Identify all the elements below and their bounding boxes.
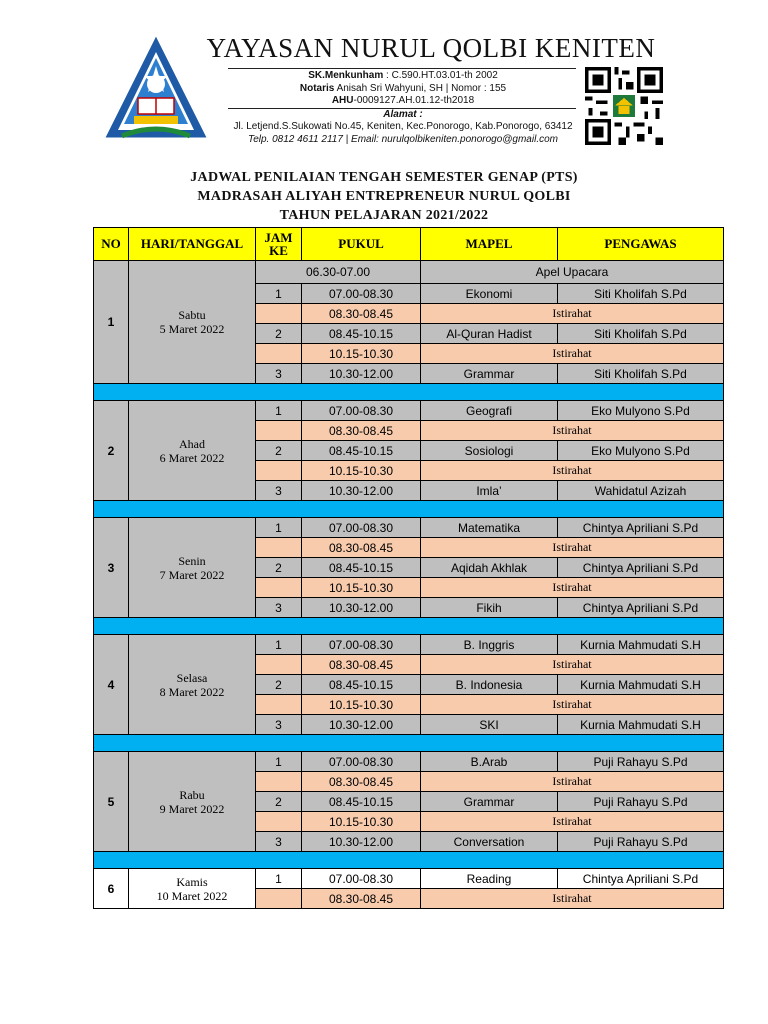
- document-titles: [0, 168, 768, 225]
- break-label: Istirahat: [421, 655, 724, 675]
- subject-cell: Grammar: [421, 364, 558, 384]
- jam-cell: 2: [256, 441, 302, 461]
- time-cell: 08.45-10.15: [302, 558, 421, 578]
- subject-cell: Geografi: [421, 401, 558, 421]
- jam-cell: 1: [256, 518, 302, 538]
- break-time: 08.30-08.45: [302, 538, 421, 558]
- jam-cell: 1: [256, 284, 302, 304]
- break-time: 08.30-08.45: [302, 889, 421, 909]
- header-no: NO: [94, 228, 129, 261]
- break-time: 10.15-10.30: [302, 695, 421, 715]
- break-label: Istirahat: [421, 578, 724, 598]
- day-separator: [94, 735, 724, 752]
- separator-bar: [94, 384, 724, 401]
- separator-bar: [94, 501, 724, 518]
- time-cell: 07.00-08.30: [302, 401, 421, 421]
- subject-cell: B.Arab: [421, 752, 558, 772]
- jam-cell-empty: [256, 461, 302, 481]
- break-time: 10.15-10.30: [302, 578, 421, 598]
- session-row: [94, 869, 724, 889]
- session-row: [94, 401, 724, 421]
- header-rule-top: [228, 68, 576, 69]
- apel-label: Apel Upacara: [421, 261, 724, 284]
- day-date: 7 Maret 2022: [159, 567, 225, 582]
- header-pukul: PUKUL: [302, 228, 421, 261]
- time-cell: 10.30-12.00: [302, 715, 421, 735]
- jam-cell: 1: [256, 635, 302, 655]
- day-number: 2: [94, 401, 129, 501]
- subject-cell: B. Indonesia: [421, 675, 558, 695]
- jam-cell-empty: [256, 655, 302, 675]
- day-separator: [94, 384, 724, 401]
- session-row: [94, 518, 724, 538]
- jam-cell: 3: [256, 832, 302, 852]
- title-line-1: JADWAL PENILAIAN TENGAH SEMESTER GENAP (PTS): [190, 170, 578, 185]
- subject-cell: Al-Quran Hadist: [421, 324, 558, 344]
- break-label: Istirahat: [421, 772, 724, 792]
- time-cell: 08.45-10.15: [302, 441, 421, 461]
- proctor-cell: Puji Rahayu S.Pd: [558, 792, 724, 812]
- break-label: Istirahat: [421, 344, 724, 364]
- time-cell: 08.45-10.15: [302, 792, 421, 812]
- jam-cell: 3: [256, 481, 302, 501]
- proctor-cell: Chintya Apriliani S.Pd: [558, 518, 724, 538]
- subject-cell: Fikih: [421, 598, 558, 618]
- day-date-cell: [129, 752, 256, 852]
- day-date-cell: [129, 869, 256, 909]
- subject-cell: SKI: [421, 715, 558, 735]
- break-label: Istirahat: [421, 889, 724, 909]
- proctor-cell: Kurnia Mahmudati S.H: [558, 715, 724, 735]
- break-time: 08.30-08.45: [302, 304, 421, 324]
- proctor-cell: Wahidatul Azizah: [558, 481, 724, 501]
- proctor-cell: Siti Kholifah S.Pd: [558, 324, 724, 344]
- separator-bar: [94, 852, 724, 869]
- jam-cell: 1: [256, 401, 302, 421]
- break-time: 08.30-08.45: [302, 655, 421, 675]
- ahu-line: AHU-0009127.AH.01.12-th2018: [331, 95, 475, 106]
- jam-cell: 3: [256, 364, 302, 384]
- proctor-cell: Kurnia Mahmudati S.H: [558, 675, 724, 695]
- day-name: Senin: [178, 553, 206, 568]
- day-separator: [94, 501, 724, 518]
- day-separator: [94, 852, 724, 869]
- day-number: 5: [94, 752, 129, 852]
- time-cell: 10.30-12.00: [302, 481, 421, 501]
- jam-cell: 2: [256, 792, 302, 812]
- break-time: 10.15-10.30: [302, 812, 421, 832]
- time-cell: 08.45-10.15: [302, 675, 421, 695]
- jam-cell: 1: [256, 869, 302, 889]
- time-cell: 08.45-10.15: [302, 324, 421, 344]
- break-label: Istirahat: [421, 421, 724, 441]
- day-date: 8 Maret 2022: [159, 684, 225, 699]
- jam-cell-empty: [256, 538, 302, 558]
- time-cell: 10.30-12.00: [302, 598, 421, 618]
- subject-cell: Conversation: [421, 832, 558, 852]
- proctor-cell: Eko Mulyono S.Pd: [558, 401, 724, 421]
- day-name: Rabu: [179, 787, 205, 802]
- sk-line: SK.Menkunham : C.590.HT.03.01-th 2002: [308, 70, 498, 81]
- break-label: Istirahat: [421, 538, 724, 558]
- proctor-cell: Kurnia Mahmudati S.H: [558, 635, 724, 655]
- table-header-row: [94, 228, 724, 261]
- subject-cell: Aqidah Akhlak: [421, 558, 558, 578]
- jam-cell: 2: [256, 558, 302, 578]
- header-jam: JAM KE: [256, 228, 302, 261]
- foundation-logo: [104, 36, 208, 144]
- time-cell: 10.30-12.00: [302, 364, 421, 384]
- schedule-table: [93, 227, 724, 909]
- header-hari: HARI/TANGGAL: [129, 228, 256, 261]
- jam-cell-empty: [256, 889, 302, 909]
- subject-cell: Grammar: [421, 792, 558, 812]
- time-cell: 07.00-08.30: [302, 752, 421, 772]
- proctor-cell: Puji Rahayu S.Pd: [558, 752, 724, 772]
- proctor-cell: Chintya Apriliani S.Pd: [558, 558, 724, 578]
- break-label: Istirahat: [421, 812, 724, 832]
- day-separator: [94, 618, 724, 635]
- contact-line: Telp. 0812 4611 2117 | Email: nurulqolbikeniten.ponorogo@gmail.com: [248, 134, 558, 145]
- proctor-cell: Chintya Apriliani S.Pd: [558, 598, 724, 618]
- day-number: 1: [94, 261, 129, 384]
- day-number: 6: [94, 869, 129, 909]
- day-name: Kamis: [176, 874, 208, 889]
- jam-cell-empty: [256, 812, 302, 832]
- time-cell: 07.00-08.30: [302, 518, 421, 538]
- letterhead: [0, 0, 768, 160]
- subject-cell: Reading: [421, 869, 558, 889]
- day-name: Ahad: [179, 436, 205, 451]
- session-row: [94, 635, 724, 655]
- break-time: 10.15-10.30: [302, 461, 421, 481]
- day-name: Sabtu: [178, 308, 206, 322]
- subject-cell: B. Inggris: [421, 635, 558, 655]
- jam-cell-empty: [256, 578, 302, 598]
- time-cell: 07.00-08.30: [302, 635, 421, 655]
- apel-row: [94, 261, 724, 284]
- header-pengawas: PENGAWAS: [558, 228, 724, 261]
- subject-cell: Ekonomi: [421, 284, 558, 304]
- day-date-cell: [129, 518, 256, 618]
- jam-cell: 2: [256, 324, 302, 344]
- separator-bar: [94, 618, 724, 635]
- header-mapel: MAPEL: [421, 228, 558, 261]
- day-name: Selasa: [176, 670, 208, 685]
- proctor-cell: Puji Rahayu S.Pd: [558, 832, 724, 852]
- day-date-cell: [129, 401, 256, 501]
- proctor-cell: Eko Mulyono S.Pd: [558, 441, 724, 461]
- proctor-cell: Chintya Apriliani S.Pd: [558, 869, 724, 889]
- break-label: Istirahat: [421, 695, 724, 715]
- org-name: YAYASAN NURUL QOLBI KENITEN: [206, 33, 656, 63]
- break-time: 08.30-08.45: [302, 421, 421, 441]
- day-date-cell: [129, 635, 256, 735]
- time-cell: 10.30-12.00: [302, 832, 421, 852]
- jam-cell: 2: [256, 675, 302, 695]
- title-line-3: TAHUN PELAJARAN 2021/2022: [279, 208, 489, 223]
- separator-bar: [94, 735, 724, 752]
- apel-time: 06.30-07.00: [256, 261, 421, 284]
- title-line-2: MADRASAH ALIYAH ENTREPRENEUR NURUL QOLBI: [197, 189, 571, 204]
- proctor-cell: Siti Kholifah S.Pd: [558, 364, 724, 384]
- day-date: 6 Maret 2022: [159, 450, 225, 465]
- jam-cell: 3: [256, 715, 302, 735]
- proctor-cell: Siti Kholifah S.Pd: [558, 284, 724, 304]
- schedule-body: [94, 261, 724, 909]
- day-number: 3: [94, 518, 129, 618]
- qr-code: [585, 66, 663, 146]
- day-date: 5 Maret 2022: [159, 322, 225, 336]
- day-date: 10 Maret 2022: [156, 888, 228, 903]
- jam-cell-empty: [256, 772, 302, 792]
- jam-cell-empty: [256, 304, 302, 324]
- jam-cell: 3: [256, 598, 302, 618]
- alamat-line: Jl. Letjend.S.Sukowati No.45, Keniten, Kec.Ponorogo, Kab.Ponorogo, 63412: [233, 121, 573, 132]
- subject-cell: Sosiologi: [421, 441, 558, 461]
- break-time: 10.15-10.30: [302, 344, 421, 364]
- day-number: 4: [94, 635, 129, 735]
- day-date: 9 Maret 2022: [159, 801, 225, 816]
- break-label: Istirahat: [421, 304, 724, 324]
- subject-cell: Imla’: [421, 481, 558, 501]
- jam-cell-empty: [256, 344, 302, 364]
- session-row: [94, 752, 724, 772]
- alamat-label: Alamat :: [383, 109, 423, 120]
- break-time: 08.30-08.45: [302, 772, 421, 792]
- jam-cell-empty: [256, 695, 302, 715]
- time-cell: 07.00-08.30: [302, 284, 421, 304]
- subject-cell: Matematika: [421, 518, 558, 538]
- jam-cell-empty: [256, 421, 302, 441]
- notaris-line: Notaris Anisah Sri Wahyuni, SH | Nomor : 155: [299, 83, 507, 94]
- break-label: Istirahat: [421, 461, 724, 481]
- time-cell: 07.00-08.30: [302, 869, 421, 889]
- day-date-cell: [129, 261, 256, 384]
- jam-cell: 1: [256, 752, 302, 772]
